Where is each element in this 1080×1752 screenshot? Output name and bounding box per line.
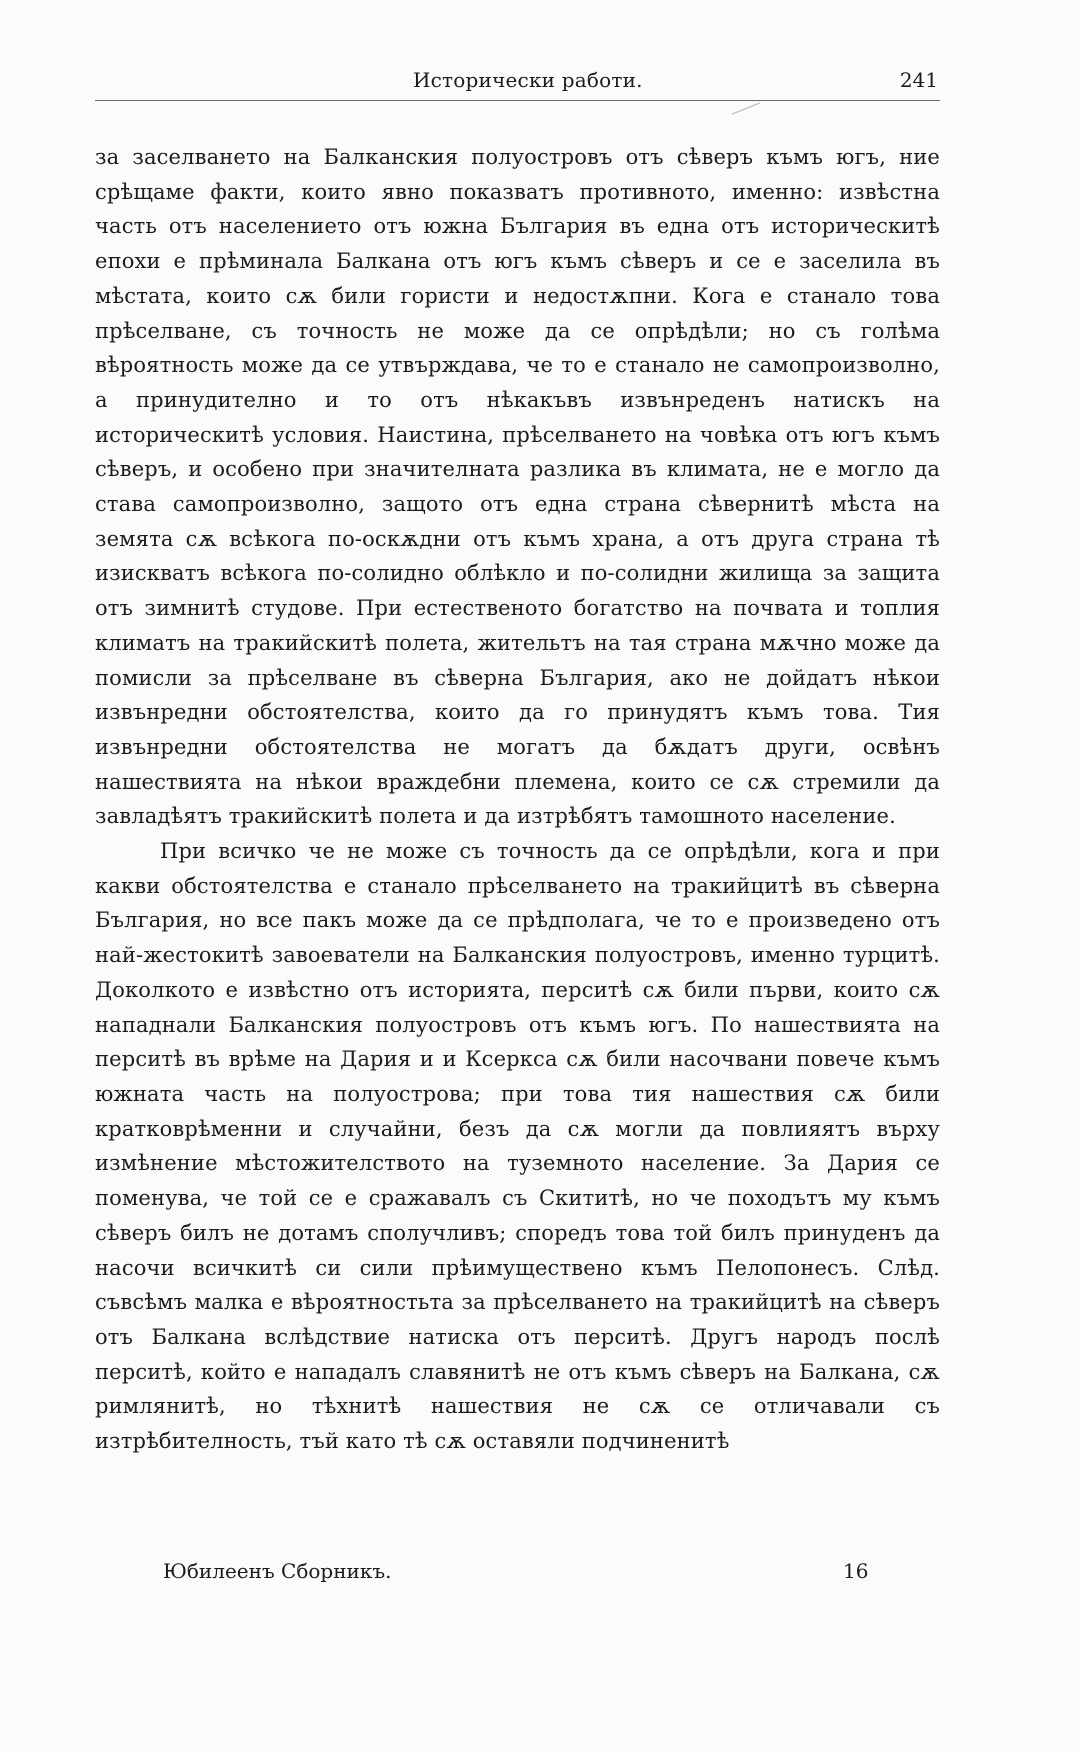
body-text bbox=[95, 140, 940, 1459]
running-head bbox=[95, 62, 940, 101]
paragraph-continuation: за заселването на Балканския полуостровъ отъ сѣверъ къмъ югъ, ние срѣщаме факти, които явно показватъ противното, именно: извѣстна часть отъ населението отъ южна България въ една отъ историческитѣ епохи е прѣминала Балкана отъ югъ къмъ сѣверъ и се е заселила въ мѣстата, които сѫ били гористи и недостѫпни. Кога е станало това прѣселване, съ точность не може да се опрѣдѣли; но съ голѣма вѣроятность може да се утвърждава, че то е станало не самопроизволно, а принудително и то отъ нѣкакъвъ извънреденъ натискъ на историческитѣ условия. Наистина, прѣселването на човѣка отъ югъ къмъ сѣверъ, и особено при значителната разлика въ климата, не е могло да става самопроизволно, защото отъ една страна сѣвернитѣ мѣста на земята сѫ всѣкога по-оскѫдни отъ къмъ храна, а отъ друга страна тѣ изискватъ всѣкога по-солидно облѣкло и по-солидни жилища за защита отъ зимнитѣ студове. При естественото богатство на почвата и топлия климатъ на тракийскитѣ полета, жительтъ на тая страна мѫчно може да помисли за прѣселване въ сѣверна България, ако не дойдатъ нѣкои извънредни обстоятелства, които да го принудятъ къмъ това. Тия извънредни обстоятелства не могатъ да бѫдатъ други, освѣнъ нашествията на нѣкои враждебни племена, които се сѫ стремили да завладѣятъ тракийскитѣ полета и да изтрѣбятъ тамошното население. bbox=[95, 145, 940, 829]
running-title: Исторически работи. bbox=[413, 68, 643, 92]
paragraph: При всичко че не може съ точность да се опрѣдѣли, кога и при какви обстоятелства е станало прѣселването на тракийцитѣ въ сѣверна България, но все пакъ може да се прѣдполага, че то е произведено отъ най-жестокитѣ завоеватели на Балканския полуостровъ, именно турцитѣ. Доколкото е извѣстно отъ историята, перситѣ сѫ били първи, които сѫ нападнали Балканския полуостровъ отъ къмъ югъ. По нашествията на перситѣ въ врѣме на Дария и и Ксеркса сѫ били насочвани повече къмъ южната часть на полуострова; при това тия нашествия сѫ били кратковрѣменни и случайни, безъ да сѫ могли да повлияятъ върху измѣнение мѣстожителството на туземното население. За Дария се поменува, че той се е сражавалъ съ Скититѣ, но че походътъ му къмъ сѣверъ билъ не дотамъ сполучливъ; споредъ това той билъ принуденъ да насочи всичкитѣ си сили прѣимуществено къмъ Пелопонесъ. Слѣд. съвсѣмъ малка е вѣроятностьта за прѣселването на тракийцитѣ на сѣверъ отъ Балкана вслѣдствие натиска отъ перситѣ. Другъ народъ послѣ перситѣ, който е нападалъ славянитѣ не отъ къмъ сѣверъ на Балкана, сѫ римлянитѣ, но тѣхнитѣ нашествия не сѫ се отличавали съ изтрѣбителность, тъй като тѣ сѫ оставяли подчиненитѣ bbox=[95, 839, 940, 1454]
book-page bbox=[95, 0, 940, 1752]
footer-title: Юбилеенъ Сборникъ. bbox=[163, 1559, 392, 1583]
page-footer bbox=[95, 1559, 940, 1589]
signature-mark: 16 bbox=[843, 1559, 869, 1583]
stray-pencil-mark bbox=[732, 102, 760, 114]
page-number: 241 bbox=[899, 68, 938, 92]
